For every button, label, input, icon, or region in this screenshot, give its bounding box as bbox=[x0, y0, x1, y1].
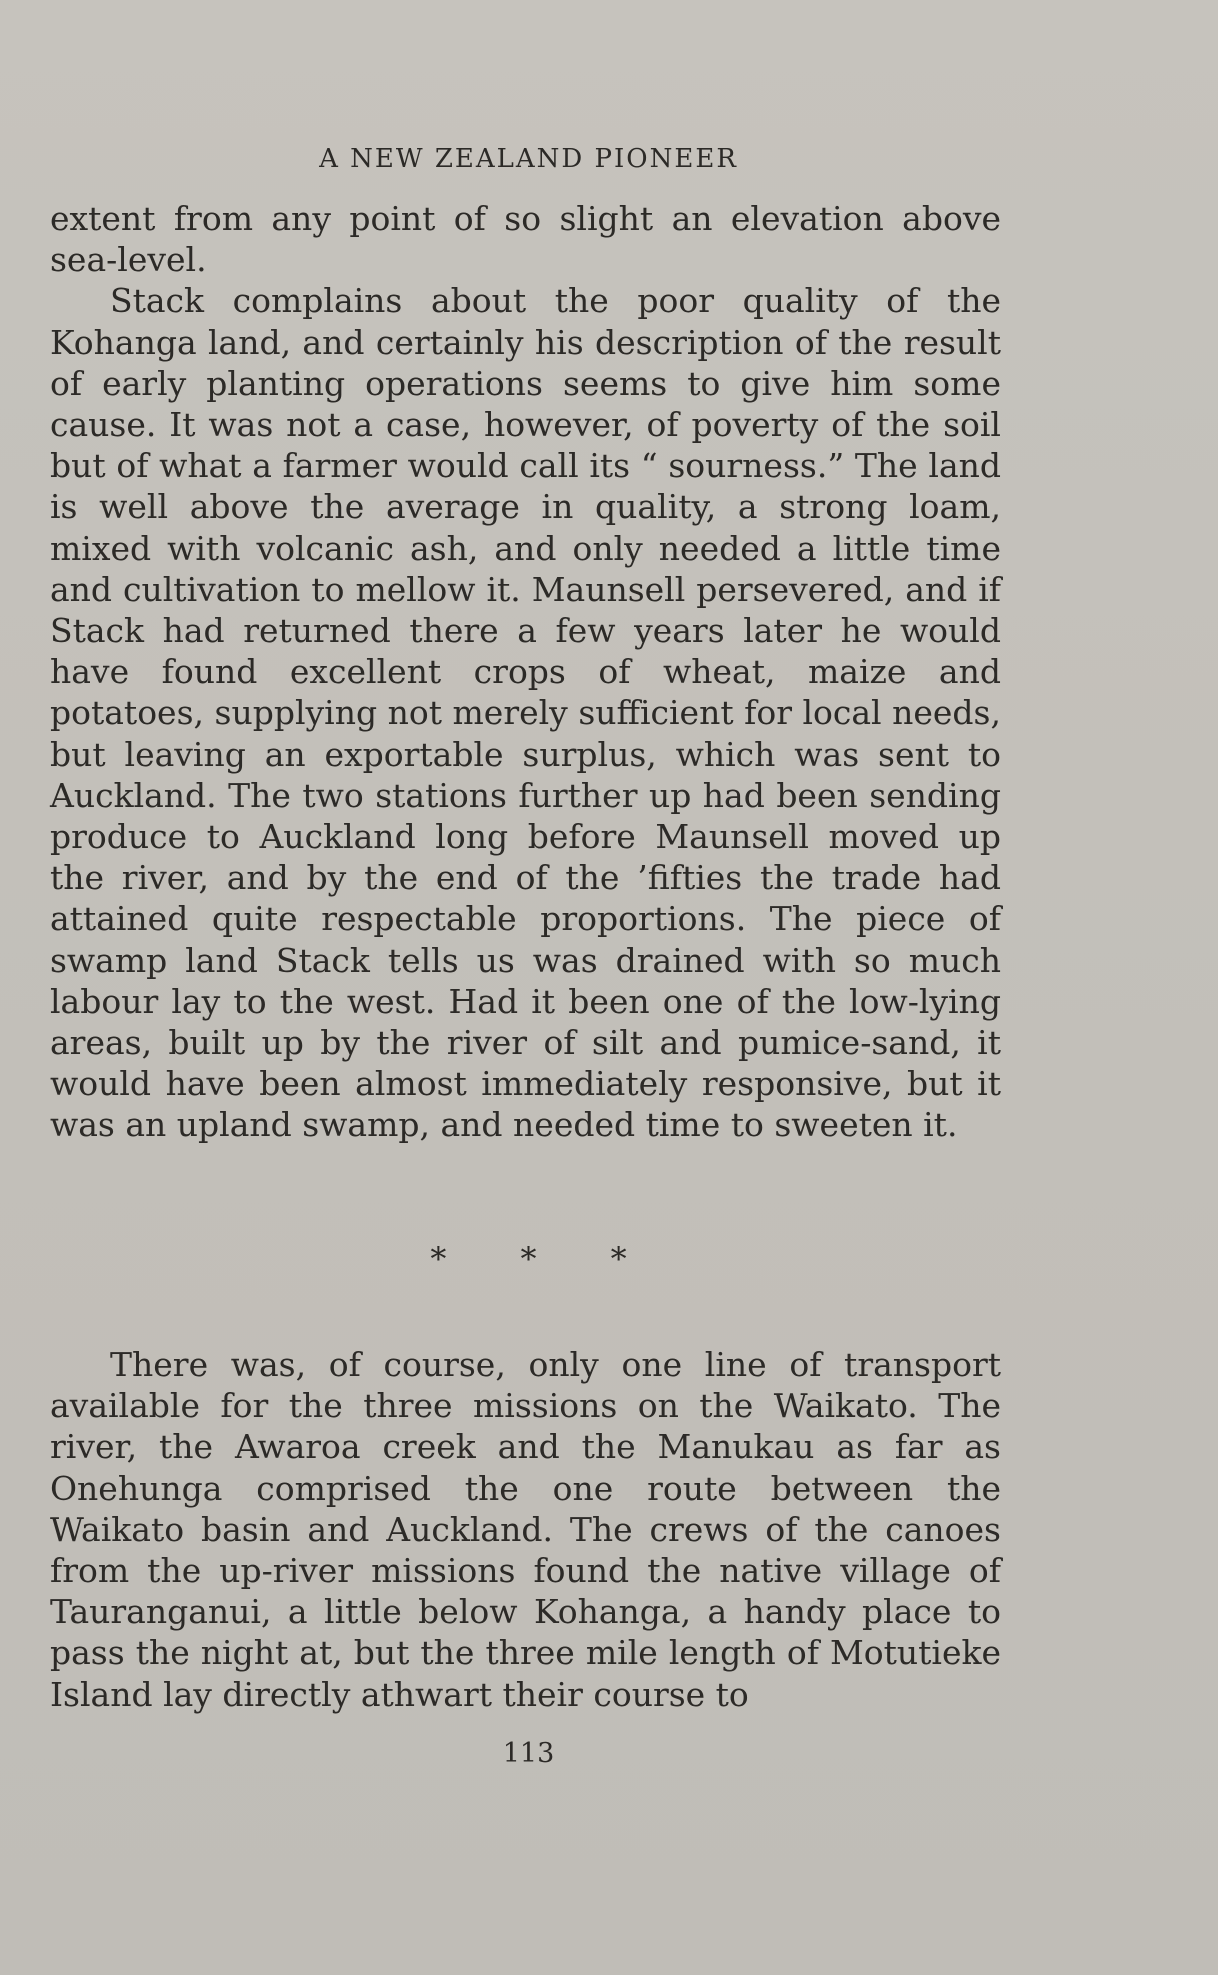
text-block-upper bbox=[50, 198, 1001, 1146]
text-block-lower bbox=[50, 1344, 1001, 1715]
page-number: 113 bbox=[502, 1738, 555, 1769]
section-break: * * * bbox=[430, 1240, 627, 1278]
paragraph-stack-complains: Stack complains about the poor quality of the Kohanga land, and certainly his description of the result of early planting operations seems to give him some cause. It was not a case, however, of poverty of the soil but of what a farmer would call its “ sourness.” The land is well above the average in quality, a strong loam, mixed with volcanic ash, and only needed a little time and cultivation to mellow it. Maunsell persevered, and if Stack had returned there a few years later he would have found excellent crops of wheat, maize and potatoes, supplying not merely sufficient for local needs, but leaving an exportable surplus, which was sent to Auckland. The two stations further up had been sending produce to Auckland long before Maunsell moved up the river, and by the end of the ’fifties the trade had attained quite respectable proportions. The piece of swamp land Stack tells us was drained with so much labour lay to the west. Had it been one of the low-lying areas, built up by the river of silt and pumice-sand, it would have been almost immediately responsive, but it was an upland swamp, and needed time to sweeten it. bbox=[50, 281, 1001, 1145]
paragraph-transport: There was, of course, only one line of transport available for the three missions on the Waikato. The river, the Awaroa creek and the Manukau as far as Onehunga comprised the one route between the Waikato basin and Auckland. The crews of the canoes from the up-river missions found the native village of Tauranganui, a little below Kohanga, a handy place to pass the night at, but the three mile length of Motutieke Island lay directly athwart their course to bbox=[50, 1345, 1001, 1714]
paragraph-continuation: extent from any point of so slight an elevation above sea-level. bbox=[50, 199, 1001, 280]
running-head: A NEW ZEALAND PIONEER bbox=[319, 144, 738, 174]
